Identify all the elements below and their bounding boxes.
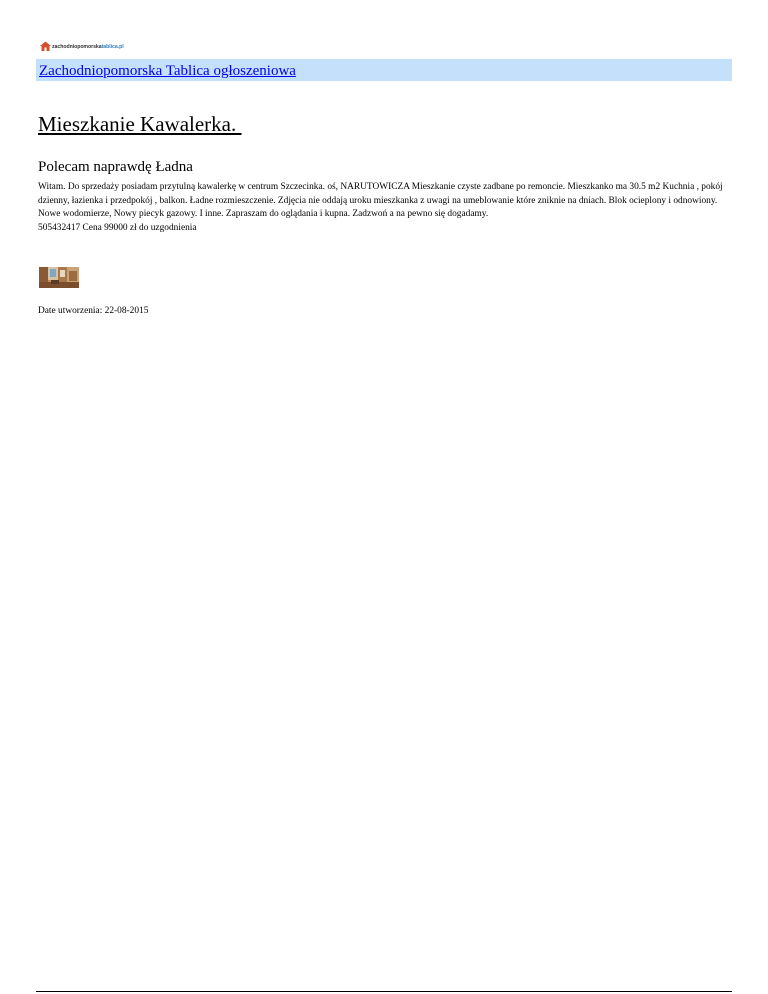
date-value: 22-08-2015 (104, 306, 149, 316)
logo-text-accent: tablica.pl (101, 44, 124, 50)
logo-text-main: zachodniopomorska (52, 44, 102, 50)
date-label: Date utworzenia: (38, 306, 103, 316)
listing-contact-price: 505432417 Cena 99000 zł do uzgodnienia (38, 223, 197, 233)
footer-divider (36, 991, 732, 992)
listing-description: Witam. Do sprzedaży posiadam przytulną kawalerkę w centrum Szczecinka. oś, NARUTOWICZA Mieszkanie czyste zadbane po remoncie. Mieszkanko ma 30.5 m2 Kuchnia , pokój dzienny, łazienka i przedpokój , balkon. Ładne rozmieszczenie. Zdjęcia nie oddają uroku mieszkanka z uwagi na umeblowanie które zniknie na dniach. Blok ocieplony i odnowiony. Nowe wodomierze, Nowy piecyk gazowy. I inne. Zapraszam do oglądania i kupna. Zadzwoń a na pewno się dogadamy. (38, 182, 723, 219)
site-home-link[interactable]: Zachodniopomorska Tablica ogłoszeniowa (39, 63, 296, 79)
site-header-bar (36, 59, 732, 81)
logo-text (52, 44, 124, 50)
listing-subtitle: Polecam naprawdę Ładna (38, 159, 193, 175)
apartment-photo-thumbnail[interactable] (39, 267, 79, 288)
house-icon (40, 41, 51, 51)
listing-title: Mieszkanie Kawalerka. (38, 112, 242, 136)
listing-created-date (38, 305, 148, 318)
site-logo[interactable] (40, 37, 124, 51)
